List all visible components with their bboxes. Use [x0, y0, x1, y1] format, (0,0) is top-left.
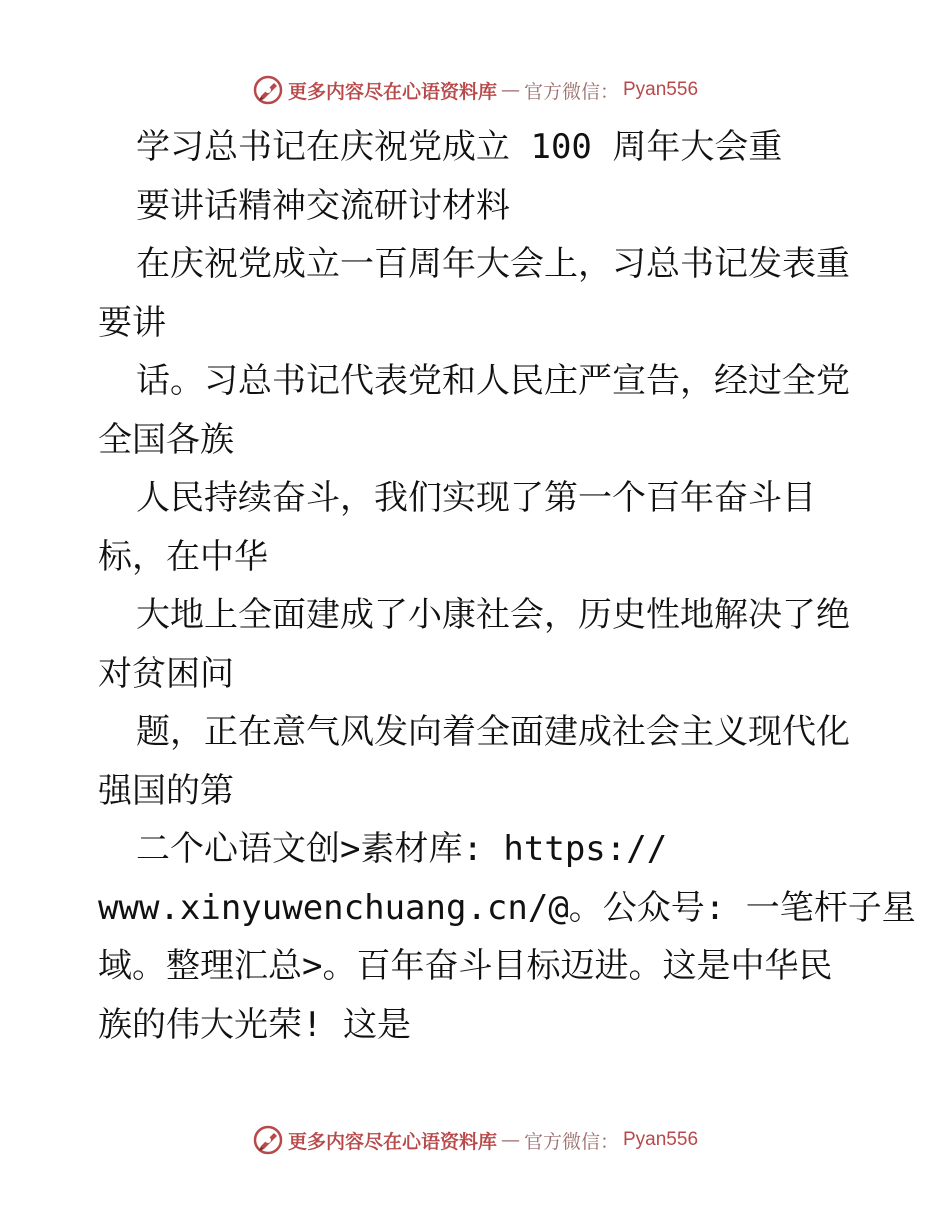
text-line: 族的伟大光荣! 这是 — [98, 1004, 411, 1045]
text-line: 人民持续奋斗，我们实现了第一个百年奋斗目 — [136, 478, 816, 518]
text-line: 域。整理汇总>。百年奋斗目标迈进。这是中华民 — [98, 946, 833, 986]
text-line: 大地上全面建成了小康社会，历史性地解决了绝 — [136, 595, 850, 635]
text-line: www.xinyuwenchuang.cn/@。公众号: 一笔杆子星 — [98, 887, 916, 928]
text-line: 要讲话精神交流研讨材料 — [136, 185, 510, 226]
text-line: 全国各族 — [98, 419, 234, 460]
text-line: 学习总书记在庆祝党成立 100 周年大会重 — [136, 127, 783, 167]
banner-wechat-label: 官方微信： — [523, 80, 619, 103]
pen-logo-icon — [252, 74, 284, 106]
banner-separator: — — [500, 1129, 520, 1151]
text-line: 标，在中华 — [98, 536, 268, 577]
footer-banner — [0, 1120, 950, 1160]
text-line: 话。习总书记代表党和人民庄严宣告，经过全党 — [136, 361, 850, 401]
document-body — [98, 118, 916, 1054]
text-line: 要讲 — [98, 302, 166, 343]
banner-brand-text: 更多内容尽在心语资料库 — [287, 1130, 497, 1153]
text-line: 在庆祝党成立一百周年大会上，习总书记发表重 — [136, 244, 850, 284]
text-line: 对贫困问 — [98, 653, 234, 694]
banner-separator: — — [500, 79, 520, 101]
text-line: 二个心语文创>素材库: https:// — [136, 829, 668, 869]
text-line: 题，正在意气风发向着全面建成社会主义现代化 — [136, 712, 850, 752]
banner-wechat-label: 官方微信： — [523, 1130, 619, 1153]
text-line: 强国的第 — [98, 770, 234, 811]
banner-wechat-id: Pyan556 — [623, 1129, 699, 1150]
banner-wechat-id: Pyan556 — [623, 79, 699, 100]
banner-brand-text: 更多内容尽在心语资料库 — [287, 80, 497, 103]
pen-logo-icon — [252, 1124, 284, 1156]
header-banner — [0, 70, 950, 110]
